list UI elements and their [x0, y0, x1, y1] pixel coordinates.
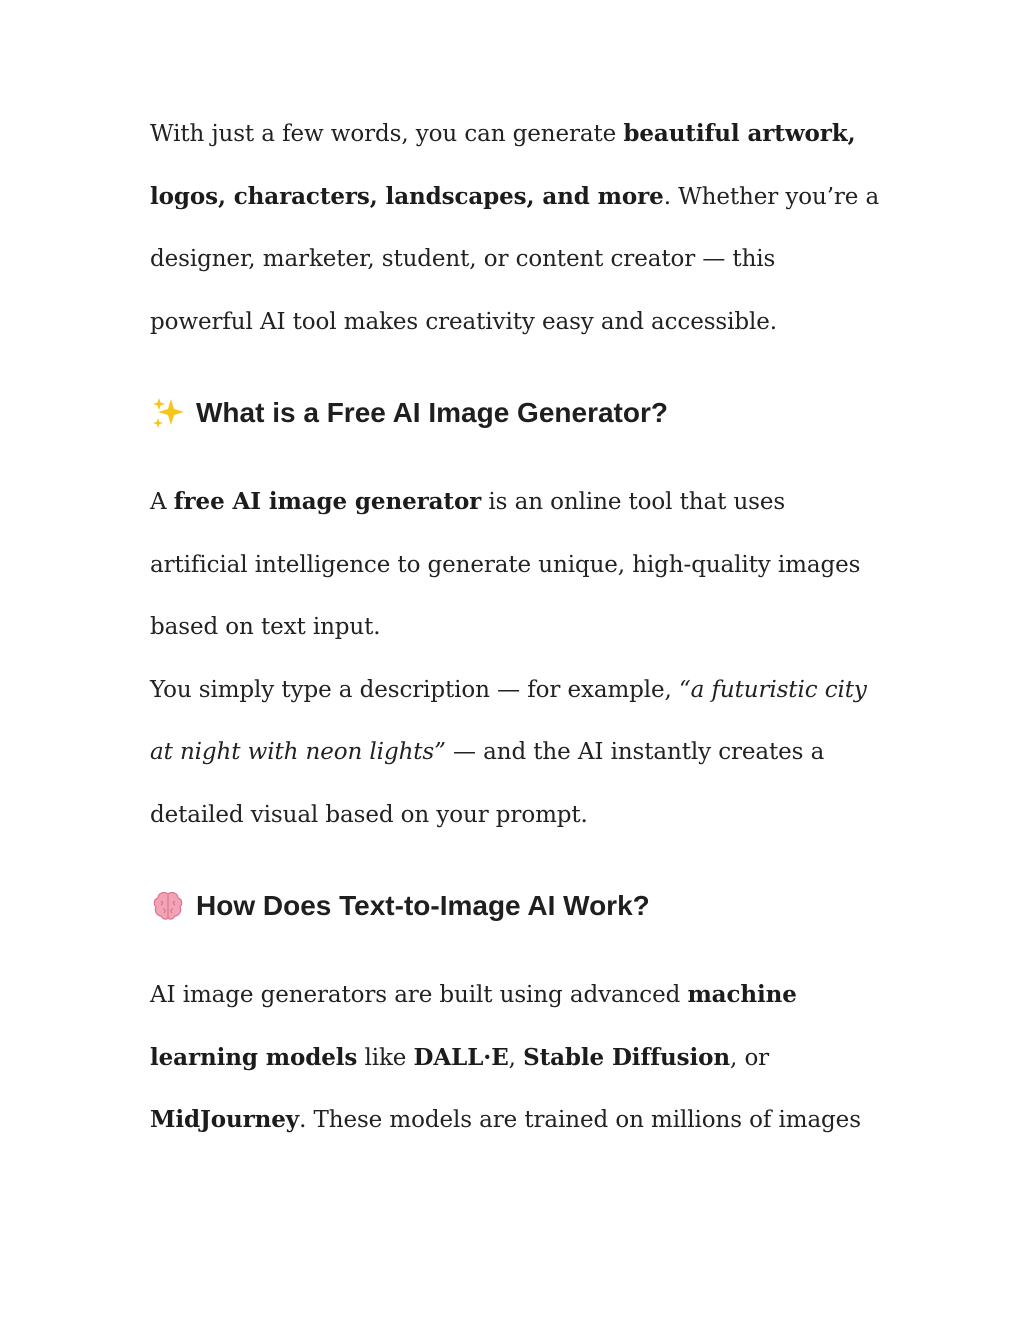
s2p1-bold-2: DALL·E: [413, 1043, 509, 1071]
s1p1-bold-1: free AI image generator: [173, 488, 482, 515]
s2p1-bold-3: Stable Diffusion: [523, 1043, 731, 1071]
section-heading-what-is: [150, 393, 880, 433]
s2p1-bold-1: machine learning models: [150, 981, 797, 1071]
brain-icon: [150, 888, 186, 924]
s1p2-text-2: — and the AI instantly creates a detailed visual based on your prompt.: [150, 739, 825, 828]
intro-bold-1: beautiful artwork, logos, characters, landscapes, and more: [150, 120, 856, 210]
s1p1-text-1: A: [150, 489, 174, 515]
s2p1-text-4: , or: [730, 1044, 770, 1071]
section-heading-text: How Does Text-to-Image AI Work?: [196, 890, 650, 921]
document-page: [150, 103, 880, 1152]
s1p2-italic-example: “a futuristic city at night with neon lights”: [150, 676, 867, 765]
section-heading-text: What is a Free AI Image Generator?: [196, 397, 668, 428]
section1-paragraph-1: [150, 471, 880, 659]
s1p2-text-1: You simply type a description — for example,: [150, 676, 679, 703]
s2p1-bold-4: MidJourney: [150, 1106, 300, 1133]
section1-paragraph-2: [150, 659, 880, 847]
s1p1-text-2: is an online tool that uses artificial intelligence to generate unique, high-quality images based on text input.: [150, 489, 861, 640]
s2p1-text-5: . These models are trained on millions of images: [299, 1107, 861, 1133]
sparkles-icon: [150, 395, 186, 431]
intro-text-1: With just a few words, you can generate: [150, 121, 624, 147]
intro-paragraph: [150, 103, 880, 353]
section2-paragraph-1: [150, 964, 880, 1152]
intro-text-2: . Whether you’re a designer, marketer, student, or content creator — this powerful AI tool makes creativity easy and accessible.: [150, 183, 880, 335]
section-heading-how-works: [150, 886, 880, 926]
s2p1-text-1: AI image generators are built using advanced: [150, 982, 688, 1008]
s2p1-text-3: ,: [508, 1044, 524, 1071]
s2p1-text-2: like: [357, 1044, 414, 1071]
